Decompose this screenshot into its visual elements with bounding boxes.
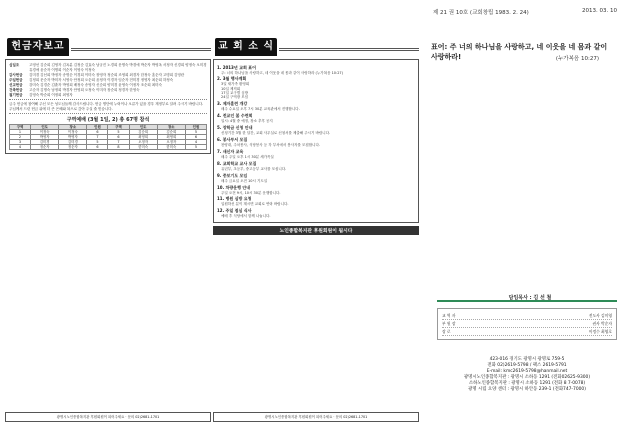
news-item-line: 주일 오전 9시, 10시 30분 운행합니다. [221,190,281,195]
staff-box [437,308,617,340]
offering-footer: 광명시노인종합복지관 후원회원이 되어주세요 · 문의 02)2681-1701 [5,412,211,422]
schedule-cell: 2 [10,135,31,140]
address-line: 광명 시립 요양 센터 : 광명시 하안동 239-1 (전화747-7000) [468,387,586,392]
offering-header [5,36,211,58]
offering-names: 고순자 김명숙 남정희 박경자 안영희 오정숙 이미자 장순희 정경자 한영숙 [29,87,140,92]
offering-row [9,78,207,83]
staff-row [442,312,612,320]
news-item-line: 신청기간 3월 한 달간, 교회 사무실로 신청서를 제출해 주시기 바랍니다. [221,131,331,136]
news-item-line: 3일 새가족 환영회 [221,82,250,87]
schedule-cell: 5 [185,145,206,150]
divider [9,99,207,100]
schedule-cell: 1 [10,130,31,135]
schedule-cell: 오정자 [157,140,185,145]
header-rule [71,48,211,51]
issue-date: 2013. 03. 10 [582,8,617,14]
schedule-cell: 오정자 [129,140,157,145]
news-item-title: 1. 2013년 교회 표어 [217,64,256,70]
news-item-title: 3. 제자훈련 개강 [217,101,248,107]
news-item-line: 매주 주일 오후 1시 30분 새가족실 [221,154,274,159]
offering-row [9,83,207,88]
schedule-cell: 6 [87,130,108,135]
offering-row [9,73,207,78]
offering-label: 감사헌금 [9,72,23,77]
news-item-title: 6. 봉사부서 모집 [217,136,248,142]
schedule-cell: 김순희 [129,130,157,135]
news-footer: 광명시노인종합복지관 후원회원이 되어주세요 · 문의 02)2681-1701 [213,412,419,422]
address-line: 광명시노인종합복지관 : 광명시 소하동 1291 (전화02625-9300) [463,375,591,380]
news-item-title: 2. 3월 행사계획 [217,76,247,82]
news-item-title: 7. 새신자 교육 [217,148,244,154]
news-item-title: 10. 차량운행 안내 [217,184,251,190]
schedule-header: 인도 [129,125,157,130]
schedule-cell: 4 [185,140,206,145]
schedule-title: 구역예배 (3월 1일, 2) 총 67명 참석 [66,117,150,124]
offering-label: 선교헌금 [9,82,23,87]
news-item-line: 찬양대, 주차봉사, 식당봉사 등 각 부서에서 봉사자를 모집합니다. [221,142,321,147]
offering-paragraph: 금주 헌금에 참여해 주신 모든 성도님들께 감사드립니다. 헌금 명단에 누락이나 오류가 있을 경우 재정부로 알려 주시기 바랍니다. 주님께서 드린 헌금 위에 더 큰 은혜와 복으로 갚아 주실 줄 믿습니다. [9,102,204,111]
schedule-cell: 8 [108,145,129,150]
staff-row [442,328,612,336]
staff-role: 장 로 [442,329,451,334]
pastor-name: 담임목사 : 김 선 철 [508,295,552,301]
offering-label: 십일조 [9,63,20,67]
divider [9,113,207,114]
news-item-title: 8. 교회학교 교사 모집 [217,160,257,166]
verse-reference: (누가복음 10:27) [555,56,599,62]
offering-row [9,63,207,72]
masthead-panel [423,0,617,424]
news-panel [213,36,419,422]
address-line: 전화 02)2619-5798 / 팩스 2619-5791 [487,363,567,368]
offering-names: 김영숙 박순희 이정희 최영자 [29,92,73,97]
offering-names: 김미경 김선희 박정자 송명순 이경희 이미숙 장영자 정순희 조영희 최경자 한정숙 홍순자 고명희 김영란 [29,72,185,77]
schedule-cell: 7 [87,135,108,140]
schedule-header: 인원 [185,125,206,130]
staff-role: 교 역 자 [442,313,456,318]
schedule-cell: 최영희 [129,135,157,140]
green-rule [437,300,617,302]
offering-names: 고영선 김순희 김영자 김옥분 김정순 김효숙 남궁진 노경희 문명숙 박경애 박순자 박영옥 서정자 신경희 양정숙 오미경 유경애 윤순자 이명희 이순자 이영숙 이정숙 [29,63,207,72]
staff-names: 권사 박순자 [592,321,612,326]
schedule-header: 장소 [157,125,185,130]
schedule-cell: 정순자 [31,145,59,150]
news-item-line: 유년부, 초등부, 중고등부 교사를 모십니다. [221,166,287,171]
offering-label: 절기헌금 [9,92,23,97]
news-item-title: 12. 주일 점심 식사 [217,208,252,214]
offering-box [5,59,211,154]
news-item-line: 24일 구역장 모임 [221,95,248,100]
motto-verse: 표어: 주 너의 하나님을 사랑하고, 네 이웃을 네 몸과 같이 사랑하라! [431,43,608,61]
news-item-line: 10일 제직회 [221,86,241,91]
schedule-row [10,145,207,150]
news-item-title: 4. 전교인 봄 수련회 [217,113,253,119]
notice-bar: 노인종합복지관 후원회원이 됩시다 [213,226,419,235]
schedule-header: 구역 [108,125,129,130]
schedule-cell: 박영자 [31,135,59,140]
schedule-cell: 이정숙 [59,130,87,135]
news-header [213,36,419,58]
schedule-cell: 6 [87,145,108,150]
offering-row [9,88,207,93]
schedule-cell: 3 [10,140,31,145]
news-item-line: 17일 교구별 심방 [221,91,248,96]
staff-role: 부 원 장 [442,321,456,326]
schedule-cell: 4 [10,145,31,150]
staff-names: 전도사 김미영 [588,313,612,318]
schedule-cell: 김미경 [59,140,87,145]
address-block [437,357,617,393]
offering-row [9,93,207,98]
staff-row [442,320,612,328]
schedule-header: 인원 [87,125,108,130]
issue-number: 제 21 권 10호 (교회창립 1983. 2. 24) [433,10,529,16]
news-item-line: 매주 수요일 오후 7시 30분 교육관에서 진행합니다. [221,107,300,112]
schedule-header: 장소 [59,125,87,130]
staff-names: 이정수 최영호 [588,329,612,334]
offering-list [9,63,207,97]
news-item-line: 예배 후 식당에서 함께 나눕니다. [221,214,271,219]
schedule-cell: 김순희 [157,130,185,135]
address-line: 소하노인종합복지관 : 광명시 소하동 1291 (전화 8 7-0078) [468,381,586,386]
news-item-title: 5. 장학금 신청 안내 [217,125,253,131]
news-item-title: 9. 중보기도 모임 [217,172,248,178]
schedule-cell: 5 [185,130,206,135]
schedule-cell: 박영자 [59,135,87,140]
offering-names: 강미숙 김경순 김춘자 박영희 배정숙 송영자 신순희 양미경 윤영숙 이정자 조순희 최미숙 [29,82,162,87]
schedule-header: 구역 [10,125,31,130]
news-item-line: 주: 너의 하나님을 사랑하고, 네 이웃을 네 몸과 같이 사랑하라 (누가복음 10:27) [221,70,344,75]
schedule-cell: 김미경 [31,140,59,145]
schedule-cell: 5 [108,130,129,135]
schedule-table [9,124,207,150]
schedule-cell: 이정숙 [31,130,59,135]
schedule-cell: 최영희 [157,135,185,140]
offering-label: 주일헌금 [9,77,23,82]
news-item-line: 입원하신 분이 계시면 교회로 연락 바랍니다. [221,202,289,207]
offering-panel [5,36,211,422]
schedule-cell: 7 [108,140,129,145]
schedule-cell: 한미숙 [157,145,185,150]
schedule-header: 인도 [31,125,59,130]
offering-names: 김정희 문순자 박미자 서영숙 안정희 오순희 윤정자 이경자 임순자 전미경 정영자 최순희 하정숙 [29,77,173,82]
offering-label: 건축헌금 [9,87,23,92]
header-rule [279,48,419,51]
news-item-title: 11. 병원 심방 요청 [217,196,252,202]
address-line: 423-016 경기도 광명시 광명로 759-5 [489,357,565,362]
schedule-cell: 한미숙 [129,145,157,150]
schedule-cell: 5 [87,140,108,145]
address-line: E-mail: kmc2619-5798@hanmail.net [486,369,568,374]
news-item-line: 일시: 4월 중 예정, 장소 추후 공지 [221,119,273,124]
schedule-cell: 6 [185,135,206,140]
schedule-cell: 6 [108,135,129,140]
offering-tab: 헌금자보고 [7,38,69,56]
news-list [213,59,419,223]
schedule-cell: 정순자 [59,145,87,150]
news-item-line: 매주 금요일 오전 10시 기도실 [221,178,268,183]
news-tab: 교 회 소 식 [215,38,277,56]
